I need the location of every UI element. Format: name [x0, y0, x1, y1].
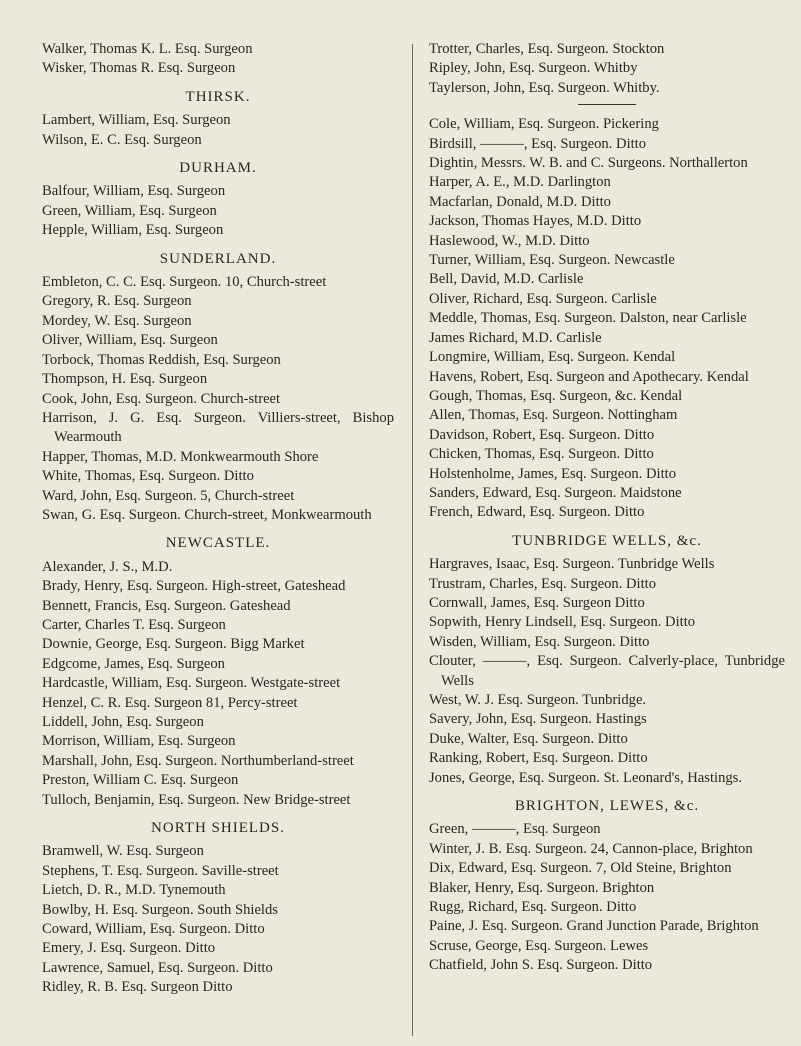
directory-entry: Walker, Thomas K. L. Esq. Surgeon [42, 41, 253, 57]
directory-section [42, 40, 394, 79]
section-heading: NEWCASTLE. [165, 535, 271, 552]
directory-entry: Oliver, William, Esq. Surgeon [42, 332, 218, 349]
directory-entry: Haslewood, W., M.D. Ditto [429, 232, 590, 249]
directory-entry: Jackson, Thomas Hayes, M.D. Ditto [429, 213, 642, 230]
directory-entry: Cook, John, Esq. Surgeon. Church-street [42, 390, 281, 407]
directory-entry: Longmire, William, Esq. Surgeon. Kendal [429, 349, 676, 366]
directory-section [429, 40, 785, 105]
directory-entry: Green, ———, Esq. Surgeon [429, 821, 601, 838]
directory-entry: Wilson, E. C. Esq. Surgeon [42, 131, 202, 148]
section-heading: TUNBRIDGE WELLS, &c. [512, 532, 702, 549]
directory-section [42, 534, 394, 810]
directory-entry: Oliver, Richard, Esq. Surgeon. Carlisle [429, 290, 657, 307]
directory-entry: Ridley, R. B. Esq. Surgeon Ditto [42, 979, 233, 996]
directory-entry: Bell, David, M.D. Carlisle [429, 271, 584, 288]
directory-entry: Bowlby, H. Esq. Surgeon. South Shields [42, 901, 278, 918]
directory-entry: Harrison, J. G. Esq. Surgeon. Villiers-street, Bishop Wearmouth [42, 409, 394, 446]
directory-entry: Scruse, George, Esq. Surgeon. Lewes [429, 937, 649, 954]
directory-entry: Edgcome, James, Esq. Surgeon [42, 655, 225, 672]
section-heading: THIRSK. [185, 88, 251, 105]
directory-entry: Mordey, W. Esq. Surgeon [42, 312, 192, 329]
directory-entry: Stephens, T. Esq. Surgeon. Saville-street [42, 862, 279, 879]
directory-section [429, 797, 785, 976]
directory-entry: James Richard, M.D. Carlisle [429, 329, 602, 346]
directory-entry: Taylerson, John, Esq. Surgeon. Whitby. [429, 79, 660, 96]
section-heading: BRIGHTON, LEWES, &c. [514, 798, 700, 815]
directory-entry: Rugg, Richard, Esq. Surgeon. Ditto [429, 899, 637, 916]
directory-entry: Birdsill, ———, Esq. Surgeon. Ditto [429, 135, 647, 152]
directory-entry: Allen, Thomas, Esq. Surgeon. Nottingham [429, 407, 678, 424]
directory-entry: Preston, William C. Esq. Surgeon [42, 772, 239, 789]
right-column [429, 40, 785, 976]
directory-entry: Balfour, William, Esq. Surgeon [42, 183, 226, 200]
directory-entry: Dightin, Messrs. W. B. and C. Surgeons. Northallerton [429, 155, 748, 172]
directory-entry: Jones, George, Esq. Surgeon. St. Leonard's, Hastings. [429, 769, 742, 786]
directory-entry: French, Edward, Esq. Surgeon. Ditto [429, 504, 645, 521]
directory-entry: White, Thomas, Esq. Surgeon. Ditto [42, 468, 254, 485]
directory-entry: Cole, William, Esq. Surgeon. Pickering [429, 116, 659, 133]
directory-entry: Davidson, Robert, Esq. Surgeon. Ditto [429, 426, 655, 443]
directory-entry: Hardcastle, William, Esq. Surgeon. Westgate-street [42, 675, 341, 692]
directory-entry: Trotter, Charles, Esq. Surgeon. Stockton [429, 41, 665, 57]
directory-entry: Duke, Walter, Esq. Surgeon. Ditto [429, 730, 628, 747]
directory-entry: Emery, J. Esq. Surgeon. Ditto [42, 940, 216, 957]
directory-section [429, 115, 785, 523]
directory-entry: Swan, G. Esq. Surgeon. Church-street, Monkwearmouth [42, 506, 372, 523]
directory-entry: Lawrence, Samuel, Esq. Surgeon. Ditto [42, 959, 273, 976]
section-heading: SUNDERLAND. [159, 250, 277, 267]
directory-entry: Hargraves, Isaac, Esq. Surgeon. Tunbridge Wells [429, 556, 715, 573]
directory-entry: Gough, Thomas, Esq. Surgeon, &c. Kendal [429, 387, 683, 404]
directory-entry: Turner, William, Esq. Surgeon. Newcastle [429, 252, 675, 269]
directory-entry: Macfarlan, Donald, M.D. Ditto [429, 193, 611, 210]
section-heading: DURHAM. [179, 160, 257, 177]
directory-entry: Blaker, Henry, Esq. Surgeon. Brighton [429, 879, 655, 896]
directory-entry: Lambert, William, Esq. Surgeon [42, 112, 231, 129]
directory-entry: Ranking, Robert, Esq. Surgeon. Ditto [429, 750, 648, 767]
directory-entry: Wisker, Thomas R. Esq. Surgeon [42, 60, 236, 77]
directory-entry: Henzel, C. R. Esq. Surgeon 81, Percy-street [42, 694, 298, 711]
directory-entry: Happer, Thomas, M.D. Monkwearmouth Shore [42, 448, 319, 465]
directory-entry: Dix, Edward, Esq. Surgeon. 7, Old Steine, Brighton [429, 860, 732, 877]
directory-entry: Alexander, J. S., M.D. [42, 558, 173, 575]
directory-entry: Lietch, D. R., M.D. Tynemouth [42, 882, 226, 899]
directory-entry: Coward, William, Esq. Surgeon. Ditto [42, 921, 265, 938]
directory-entry: Ripley, John, Esq. Surgeon. Whitby [429, 60, 638, 77]
directory-entry: Chicken, Thomas, Esq. Surgeon. Ditto [429, 446, 654, 463]
directory-entry: Tulloch, Benjamin, Esq. Surgeon. New Bridge-street [42, 791, 351, 808]
directory-entry: Sanders, Edward, Esq. Surgeon. Maidstone [429, 484, 682, 501]
section-separator [578, 104, 636, 105]
directory-entry: Harper, A. E., M.D. Darlington [429, 174, 611, 191]
directory-entry: Wisden, William, Esq. Surgeon. Ditto [429, 633, 650, 650]
directory-section [42, 88, 394, 150]
directory-entry: Liddell, John, Esq. Surgeon [42, 714, 204, 730]
directory-entry: Green, William, Esq. Surgeon [42, 202, 217, 219]
directory-entry: Bramwell, W. Esq. Surgeon [42, 843, 204, 860]
directory-entry: Sopwith, Henry Lindsell, Esq. Surgeon. Ditto [429, 614, 696, 631]
directory-entry: Holstenholme, James, Esq. Surgeon. Ditto [429, 465, 676, 482]
directory-entry: Havens, Robert, Esq. Surgeon and Apothecary. Kendal [429, 368, 749, 385]
directory-entry: Chatfield, John S. Esq. Surgeon. Ditto [429, 957, 653, 974]
directory-entry: Hepple, William, Esq. Surgeon [42, 222, 224, 239]
directory-entry: Savery, John, Esq. Surgeon. Hastings [429, 711, 647, 728]
directory-entry: Clouter, ———, Esq. Surgeon. Calverly-place, Tunbridge Wells [429, 653, 785, 689]
directory-entry: West, W. J. Esq. Surgeon. Tunbridge. [429, 692, 647, 708]
directory-entry: Downie, George, Esq. Surgeon. Bigg Market [42, 636, 305, 653]
directory-entry: Meddle, Thomas, Esq. Surgeon. Dalston, near Carlisle [429, 310, 747, 327]
directory-section [42, 819, 394, 998]
directory-entry: Bennett, Francis, Esq. Surgeon. Gateshead [42, 597, 291, 614]
directory-entry: Thompson, H. Esq. Surgeon [42, 371, 208, 388]
directory-entry: Carter, Charles T. Esq. Surgeon [42, 616, 226, 633]
directory-entry: Marshall, John, Esq. Surgeon. Northumberland-street [42, 752, 354, 769]
directory-entry: Morrison, William, Esq. Surgeon [42, 733, 236, 750]
directory-entry: Brady, Henry, Esq. Surgeon. High-street, Gateshead [42, 578, 346, 595]
directory-entry: Cornwall, James, Esq. Surgeon Ditto [429, 594, 645, 611]
directory-entry: Embleton, C. C. Esq. Surgeon. 10, Church-street [42, 274, 327, 291]
directory-section [42, 159, 394, 241]
directory-entry: Gregory, R. Esq. Surgeon [42, 293, 192, 310]
directory-entry: Paine, J. Esq. Surgeon. Grand Junction Parade, Brighton [429, 918, 759, 935]
column-divider [412, 44, 413, 1036]
directory-entry: Torbock, Thomas Reddish, Esq. Surgeon [42, 351, 281, 368]
directory-section [429, 532, 785, 788]
left-column [42, 40, 394, 998]
directory-entry: Ward, John, Esq. Surgeon. 5, Church-street [42, 487, 295, 504]
directory-entry: Winter, J. B. Esq. Surgeon. 24, Cannon-place, Brighton [429, 840, 753, 857]
directory-section [42, 250, 394, 526]
section-heading: NORTH SHIELDS. [151, 820, 285, 837]
directory-entry: Trustram, Charles, Esq. Surgeon. Ditto [429, 575, 657, 592]
